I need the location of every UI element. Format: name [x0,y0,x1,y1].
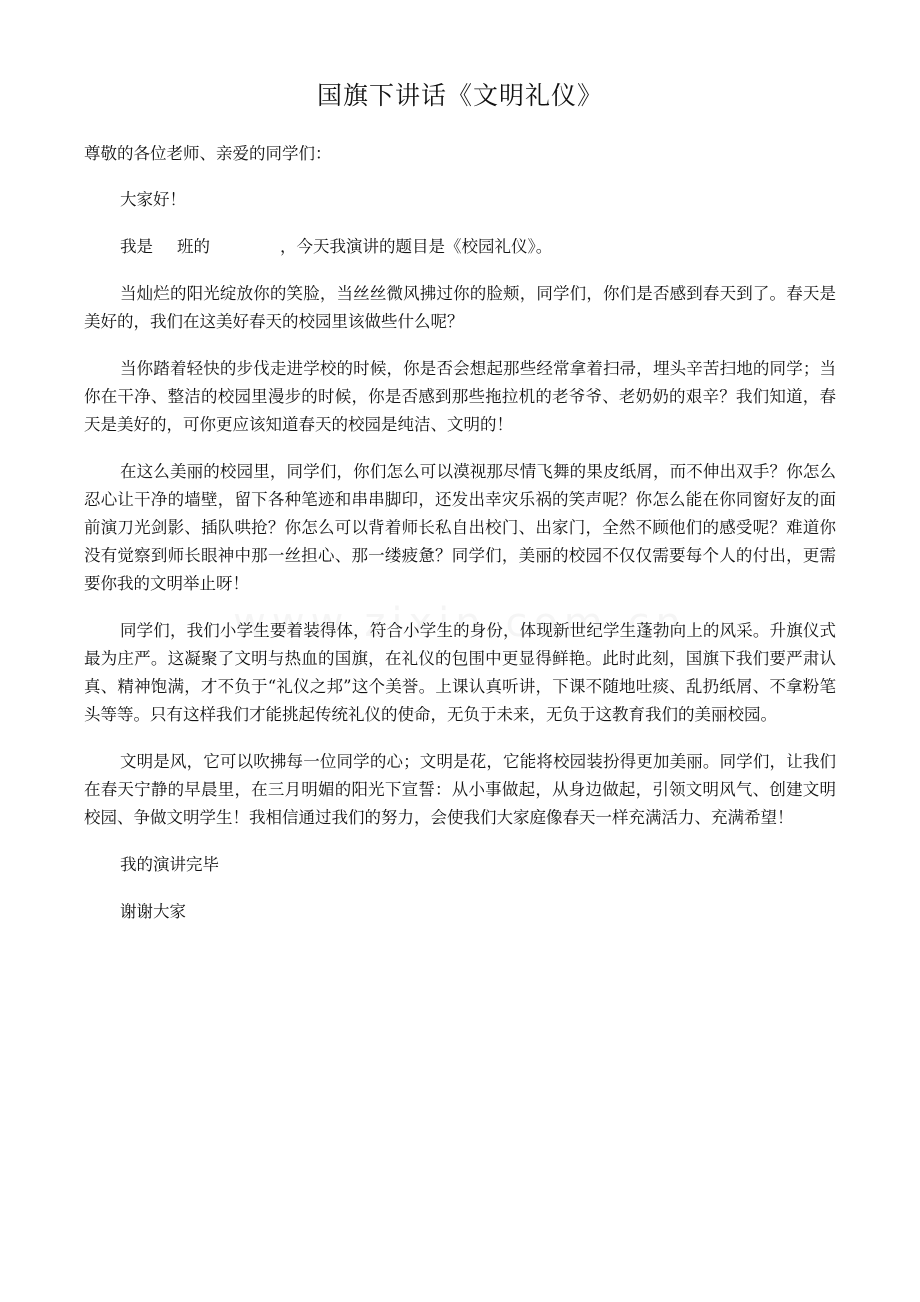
body-paragraph-2: 当你踏着轻快的步伐走进学校的时候，你是否会想起那些经常拿着扫帚，埋头辛苦扫地的同学；当你在干净、整洁的校园里漫步的时候，你是否感到那些拖拉机的老爷爷、老奶奶的艰辛？我们知道，春天是美好的，可你更应该知道春天的校园是纯洁、文明的！ [84,359,836,434]
page-title: 国旗下讲话《文明礼仪》 [316,81,603,110]
greeting: 大家好！ [120,190,186,209]
body-paragraph-1: 当灿烂的阳光绽放你的笑脸，当丝丝微风拂过你的脸颊，同学们，你们是否感到春天到了。春天是美好的，我们在这美好春天的校园里该做些什么呢？ [84,284,836,331]
intro-part-2: 班的 [177,237,210,256]
body-paragraph-3: 在这么美丽的校园里，同学们，你们怎么可以漠视那尽情飞舞的果皮纸屑，而不伸出双手？你怎么忍心让干净的墙壁，留下各种笔迹和串串脚印，还发出幸灾乐祸的笑声呢？你怎么能在你同窗好友的面前演刀光剑影、插队哄抢？你怎么可以背着师长私自出校门、出家门，全然不顾他们的感受呢？难道你没有觉察到师长眼神中那一丝担心、那一缕疲惫？同学们，美丽的校园不仅仅需要每个人的付出，更需要你我的文明举止呀！ [84,462,836,593]
salutation: 尊敬的各位老师、亲爱的同学们： [84,144,332,163]
intro-part-1: 我是 [120,237,153,256]
intro-line [84,233,836,261]
body-paragraph-4: 同学们，我们小学生要着装得体，符合小学生的身份，体现新世纪学生蓬勃向上的风采。升旗仪式最为庄严。这凝聚了文明与热血的国旗，在礼仪的包围中更显得鲜艳。此时此刻，国旗下我们要严肃认真、精神饱满，才不负于“礼仪之邦”这个美誉。上课认真听讲，下课不随地吐痰、乱扔纸屑、不拿粉笔头等等。只有这样我们才能挑起传统礼仪的使命，无负于未来，无负于这教育我们的美丽校园。 [84,621,836,724]
closing-line-1: 我的演讲完毕 [120,855,219,874]
closing-line-2: 谢谢大家 [120,902,186,921]
body-paragraph-5: 文明是风，它可以吹拂每一位同学的心；文明是花，它能将校园装扮得更加美丽。同学们，让我们在春天宁静的早晨里，在三月明媚的阳光下宣誓：从小事做起，从身边做起，引领文明风气、创建文明校园、争做文明学生！我相信通过我们的努力，会使我们大家庭像春天一样充满活力、充满希望！ [84,752,836,827]
intro-part-3: ，今天我演讲的题目是《校园礼仪》。 [280,237,553,256]
document-body [84,140,836,945]
